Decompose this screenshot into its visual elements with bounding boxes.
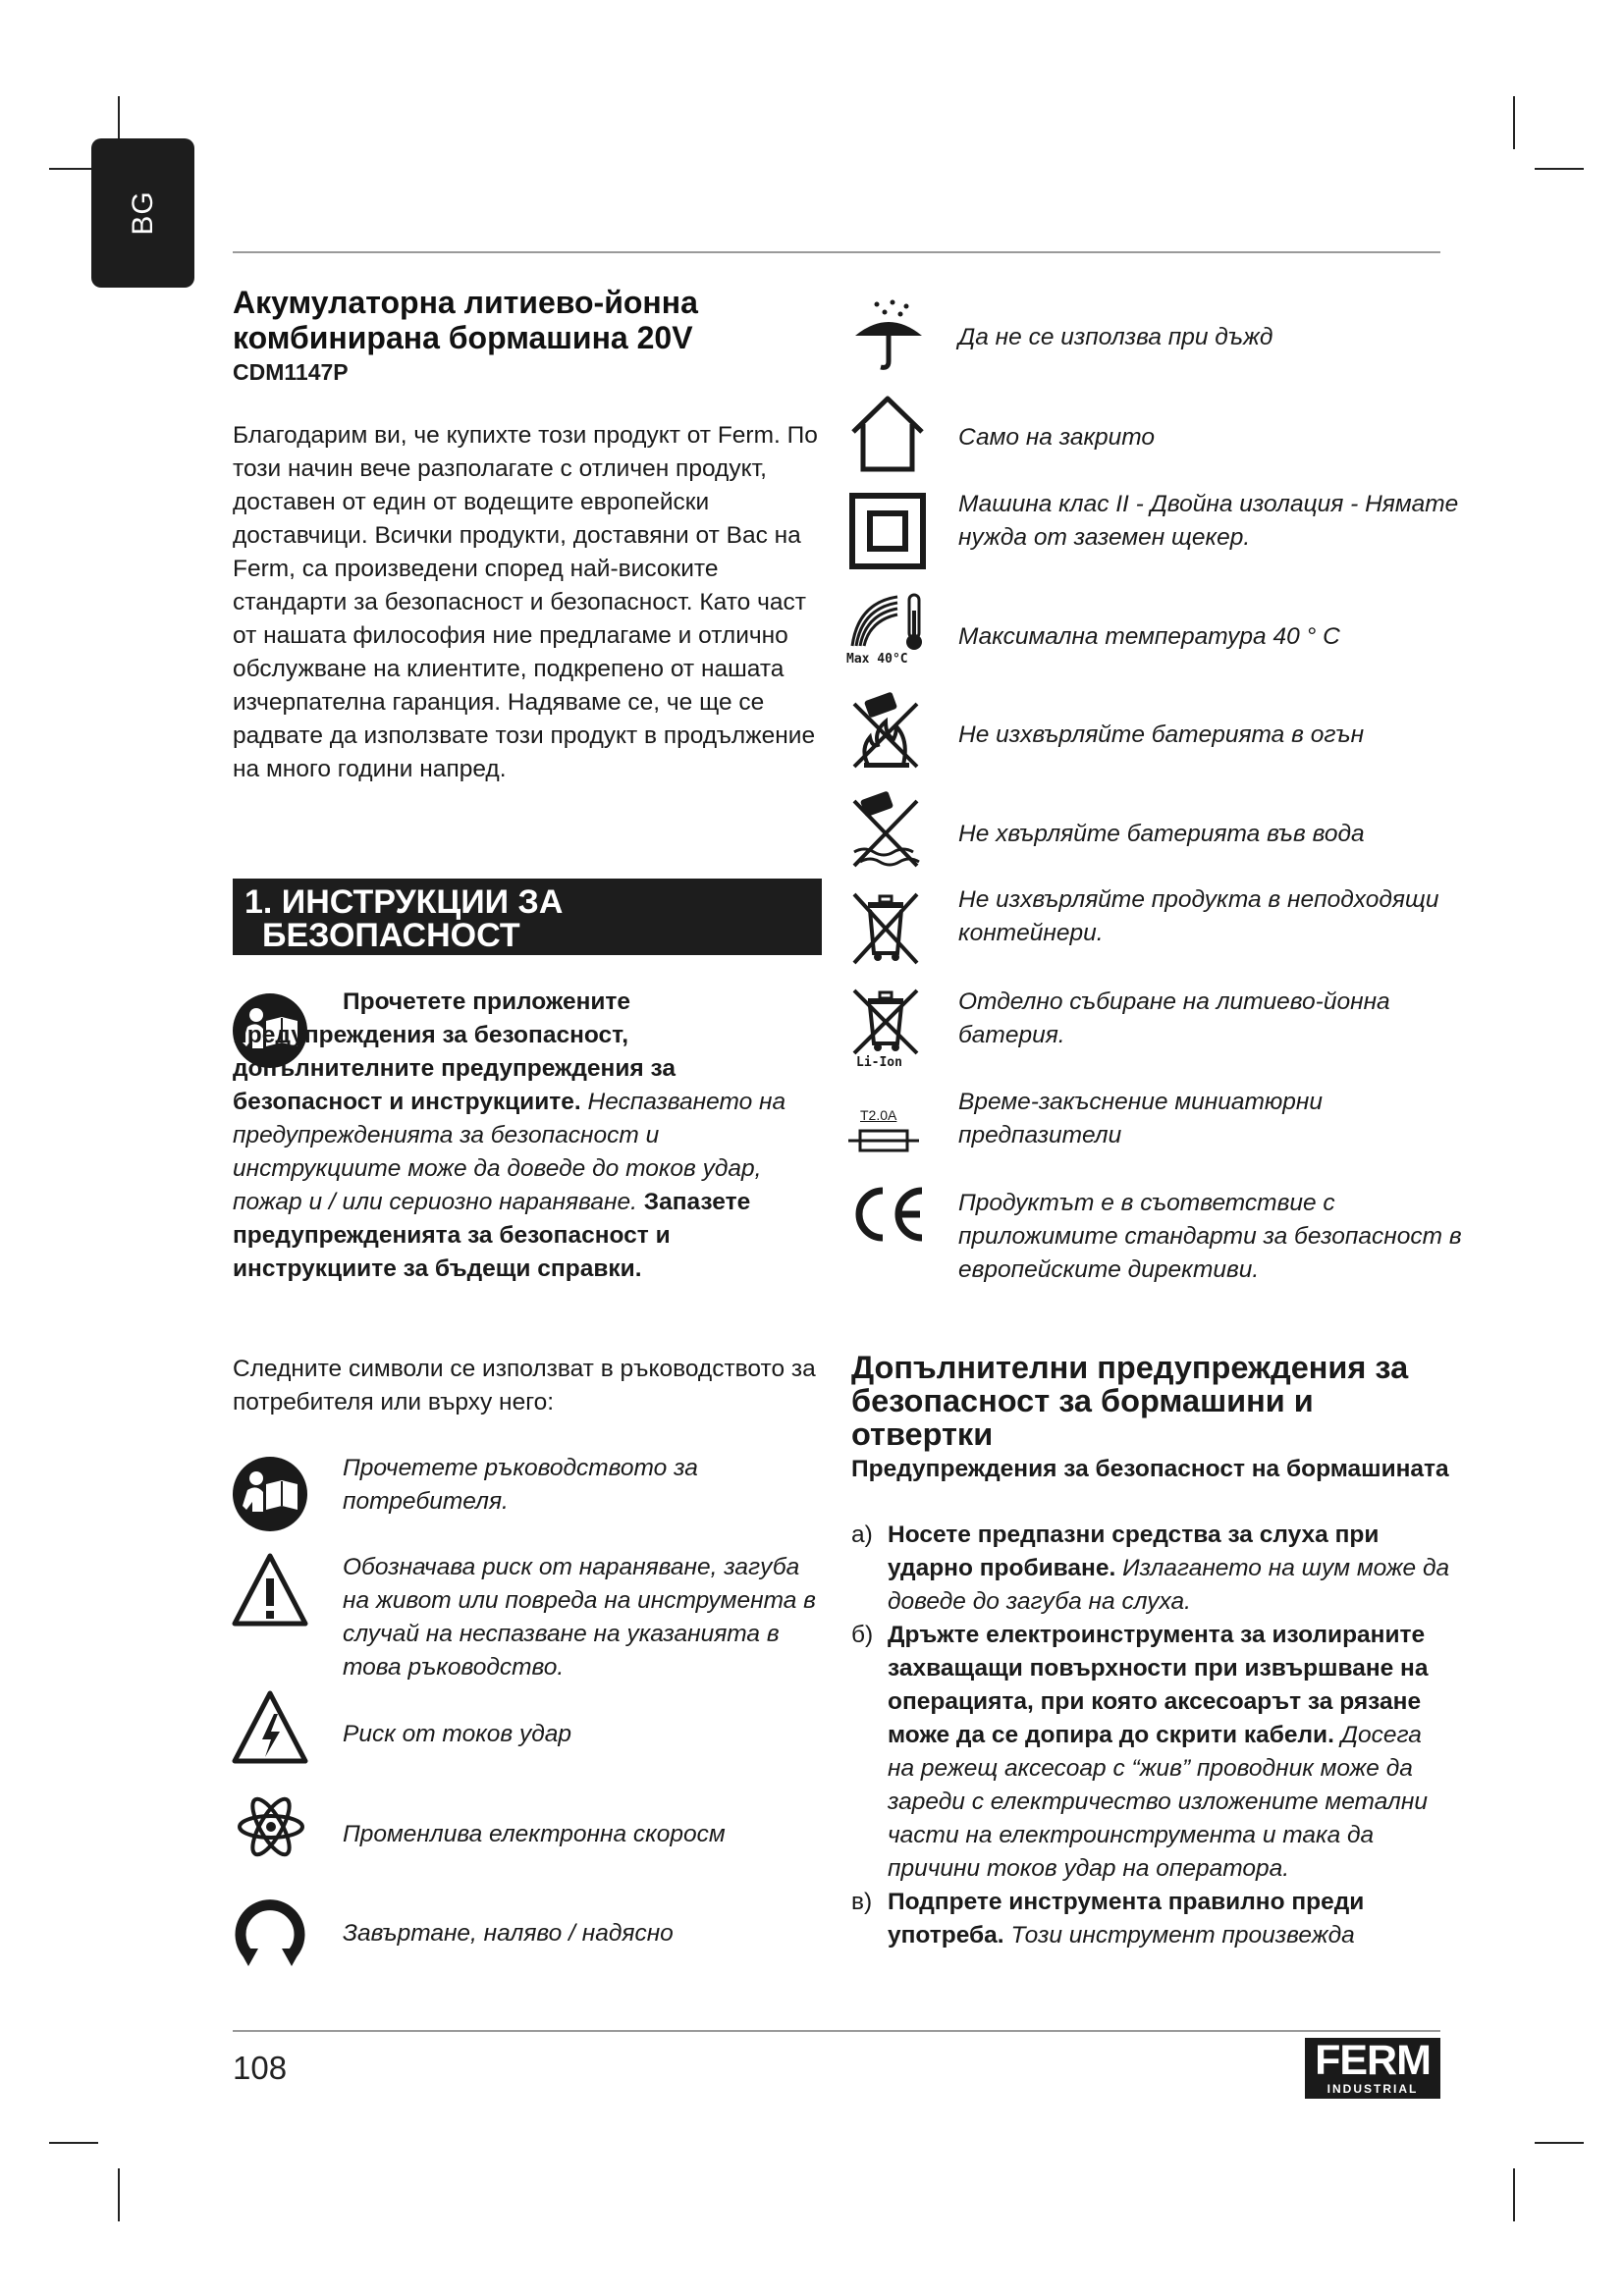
safety-read-block bbox=[233, 986, 822, 1286]
list-item-bold: Дръжте електроинструмента за изолираните захващащи повърхности при извършване на операцията, при която аксесоарът за рязане може да се допира до скрити кабели. bbox=[888, 1622, 1429, 1748]
list-item-marker: а) bbox=[851, 1522, 873, 1548]
header-rule bbox=[233, 251, 1440, 253]
list-item bbox=[851, 1519, 1452, 1619]
drill-safety-list bbox=[851, 1519, 1452, 1952]
logo-main-text: FERM bbox=[1315, 2037, 1431, 2084]
crop-mark bbox=[118, 2168, 120, 2221]
electronic-speed-icon bbox=[236, 1791, 306, 1862]
rotation-icon bbox=[231, 1892, 309, 1970]
document-title: Акумулаторна литиево-йонна комбинирана бормашина 20V bbox=[233, 285, 698, 355]
crop-mark bbox=[1535, 168, 1584, 170]
symbol-label-house: Само на закрито bbox=[958, 424, 1156, 451]
list-item bbox=[851, 1619, 1452, 1886]
fuse-label: T2.0A bbox=[860, 1107, 897, 1123]
model-number: CDM1147P bbox=[233, 359, 349, 385]
section-heading-line2: БЕЗОПАСНОСТ bbox=[262, 917, 520, 954]
electric-shock-icon bbox=[231, 1688, 309, 1767]
symbol-label-warning: Обозначава риск от нараняване, загуба на живот или повреда на инструмента в случай на неспазване на указанията в това ръководство. bbox=[343, 1554, 816, 1681]
symbol-label-fuse: Време-закъснение миниатюрни предпазители bbox=[958, 1089, 1324, 1148]
symbol-label-rain: Да не се използва при дъжд bbox=[958, 324, 1273, 350]
safety-read-keep: Запазете предупрежденията за безопасност и инструкциите за бъдещи справки. bbox=[233, 1189, 751, 1282]
document-header bbox=[233, 285, 822, 386]
list-item-bold: Носете предпазни средства за слуха при ударно пробиване. bbox=[888, 1522, 1380, 1581]
symbol-label-read-manual: Прочетете ръководството за потребителя. bbox=[343, 1455, 698, 1515]
max-temperature-icon bbox=[846, 589, 931, 669]
rain-icon bbox=[849, 296, 928, 375]
symbol-label-rotation: Завъртане, наляво / надясно bbox=[343, 1920, 674, 1947]
list-item-italic: Досега на режещ аксесоар с “жив” проводник може да зареди с електричество изложените метални части на електроинструмента и така да причини токов удар на оператора. bbox=[888, 1722, 1428, 1882]
section-heading-safety bbox=[233, 879, 822, 955]
ce-icon bbox=[849, 1183, 928, 1246]
list-item-marker: б) bbox=[851, 1622, 874, 1648]
li-ion-label: Li-Ion bbox=[856, 1055, 902, 1070]
class-ii-icon bbox=[849, 493, 926, 569]
warning-icon bbox=[231, 1551, 309, 1629]
symbol-label-electronic-speed: Променлива електронна скоросм bbox=[343, 1821, 726, 1847]
li-ion-bin-icon bbox=[846, 987, 925, 1070]
ferm-logo bbox=[1305, 2038, 1440, 2099]
symbol-label-no-water: Не хвърляйте батерията във вода bbox=[958, 821, 1365, 847]
symbols-intro bbox=[233, 1353, 822, 1419]
symbol-label-class-ii: Машина клас II - Двойна изолация - Нямате нужда от заземен щекер. bbox=[958, 491, 1459, 551]
max-temperature-label: Max 40°C bbox=[846, 652, 908, 667]
symbol-label-no-fire: Не изхвърляйте батерията в огън bbox=[958, 721, 1365, 748]
house-icon bbox=[847, 393, 928, 473]
crop-mark bbox=[1513, 2168, 1515, 2221]
no-water-icon bbox=[846, 791, 925, 870]
intro-text: Благодарим ви, че купихте този продукт от Ferm. По този начин вече разполагате с отличен продукт, доставен от един от водещите европейски доставчици. Всички продукти, доставяни от Вас на Ferm, са произведени според най-високите стандарти за безопасност и безопасност. Като част от нашата философия ние предлагаме и отлично обслужване на клиентите, подкрепено от нашата изчерпателна гаранция. Надяваме се, че ще се радвате да използвате този продукт в продължение на много години напред. bbox=[233, 422, 818, 782]
symbol-label-max-temperature: Максимална температура 40 ° C bbox=[958, 623, 1340, 650]
symbol-label-weee-bin: Не изхвърляйте продукта в неподходящи контейнери. bbox=[958, 886, 1439, 946]
intro-paragraph bbox=[233, 419, 822, 786]
drill-safety-subheading: Предупреждения за безопасност на бормашината bbox=[851, 1456, 1449, 1482]
crop-mark bbox=[1535, 2142, 1584, 2144]
safety-read-bold: Прочетете приложените предупреждения за безопасност, допълнителните предупреждения за безопасност и инструкциите. bbox=[233, 988, 677, 1115]
section-heading-line1: 1. ИНСТРУКЦИИ ЗА bbox=[244, 883, 564, 921]
safety-read-italic: Неспазването на предупрежденията за безопасност и инструкциите може да доведе до токов удар, пожар и / или сериозно нараняване. bbox=[233, 1089, 786, 1215]
page-number: 108 bbox=[233, 2050, 288, 2086]
no-fire-icon bbox=[846, 692, 925, 771]
list-item-italic: Този инструмент произвежда bbox=[1010, 1922, 1355, 1949]
logo-sub-text: INDUSTRIAL bbox=[1326, 2082, 1419, 2096]
language-tab-label: BG bbox=[126, 190, 159, 236]
symbols-intro-text: Следните символи се използват в ръководството за потребителя или върху него: bbox=[233, 1356, 816, 1415]
crop-mark bbox=[1513, 96, 1515, 149]
list-item-marker: в) bbox=[851, 1889, 873, 1915]
symbol-label-ce: Продуктът е в съответствие с приложимите стандарти за безопасност в европейските директиви. bbox=[958, 1190, 1462, 1283]
list-item-bold: Подпрете инструмента правилно преди употреба. bbox=[888, 1889, 1365, 1949]
footer-rule bbox=[233, 2030, 1440, 2032]
symbol-label-li-ion-bin: Отделно събиране на литиево-йонна батерия. bbox=[958, 988, 1390, 1048]
drill-safety-heading: Допълнителни предупреждения за безопасност за бормашини и отвертки bbox=[851, 1350, 1409, 1452]
read-manual-icon bbox=[231, 1455, 309, 1533]
symbol-label-electric-shock: Риск от токов удар bbox=[343, 1721, 572, 1747]
language-tab bbox=[91, 138, 194, 288]
list-item bbox=[851, 1886, 1452, 1952]
crop-mark bbox=[49, 2142, 98, 2144]
weee-bin-icon bbox=[846, 888, 925, 967]
list-item-italic: Излагането на шум може да доведе до загуба на слуха. bbox=[888, 1555, 1450, 1615]
